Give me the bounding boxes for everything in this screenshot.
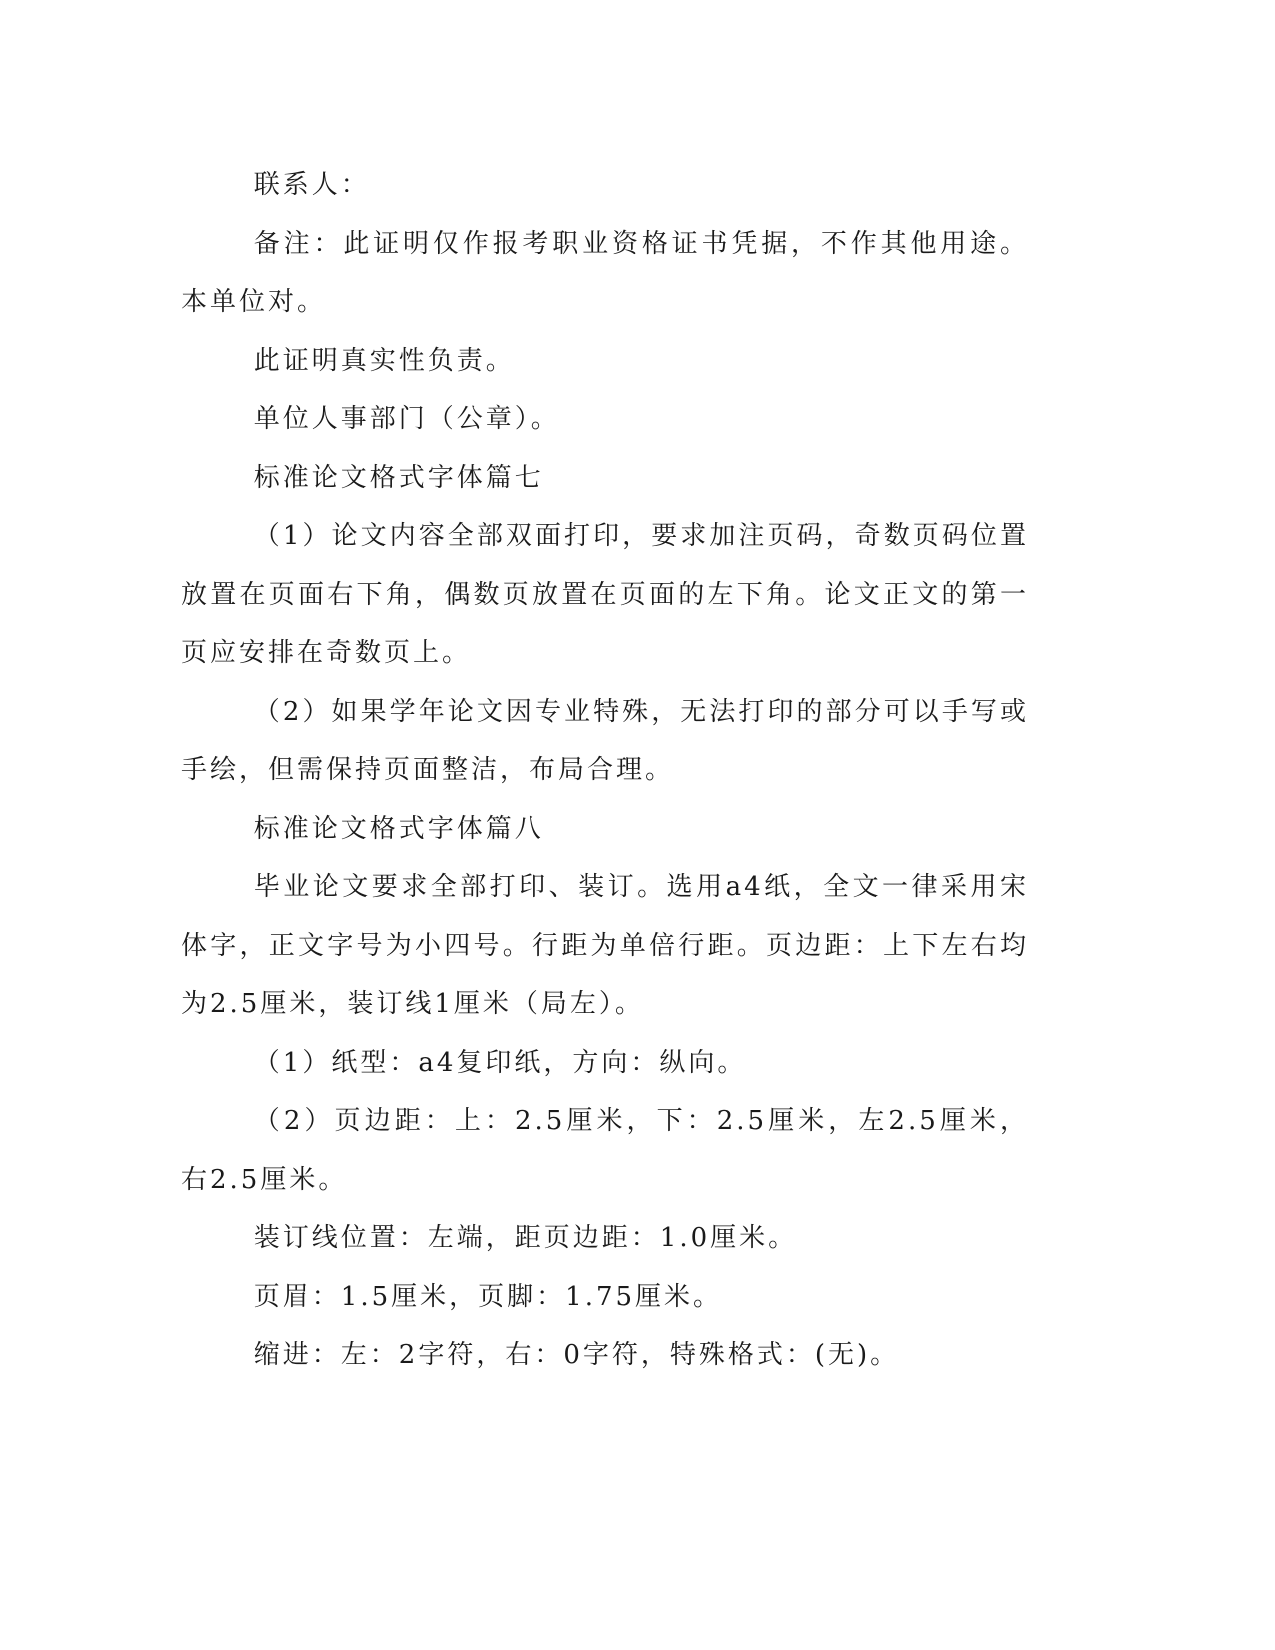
paragraph-department-seal: 单位人事部门（公章）。 — [253, 404, 560, 434]
section-heading-8: 标准论文格式字体篇八 — [253, 813, 544, 844]
paragraph-remark: 备注：此证明仅作报考职业资格证书凭据，不作其他用途。本单位对。 — [181, 228, 1029, 317]
document-body — [181, 156, 1029, 1385]
paragraph-indent: 缩进：左：2字符，右：0字符，特殊格式：(无)。 — [253, 1340, 900, 1370]
paragraph-print-binding: 毕业论文要求全部打印、装订。选用a4纸，全文一律采用宋体字，正文字号为小四号。行距为单倍行距。页边距：上下左右均为2.5厘米，装订线1厘米（局左）。 — [181, 872, 1029, 1019]
paragraph-handwriting: （2）如果学年论文因专业特殊，无法打印的部分可以手写或手绘，但需保持页面整洁，布局合理。 — [181, 696, 1029, 785]
paragraph-contact: 联系人： — [253, 170, 370, 200]
paragraph-gutter: 装订线位置：左端，距页边距：1.0厘米。 — [253, 1223, 798, 1253]
paragraph-responsibility: 此证明真实性负责。 — [253, 345, 515, 376]
paragraph-margins: （2）页边距：上：2.5厘米，下：2.5厘米，左2.5厘米，右2.5厘米。 — [181, 1106, 1029, 1195]
paragraph-paper-type: （1）纸型：a4复印纸，方向：纵向。 — [253, 1047, 747, 1078]
paragraph-header-footer: 页眉：1.5厘米，页脚：1.75厘米。 — [253, 1281, 723, 1312]
paragraph-duplex-printing: （1）论文内容全部双面打印，要求加注页码，奇数页码位置放置在页面右下角，偶数页放置在页面的左下角。论文正文的第一页应安排在奇数页上。 — [181, 521, 1029, 668]
section-heading-7: 标准论文格式字体篇七 — [253, 462, 544, 493]
